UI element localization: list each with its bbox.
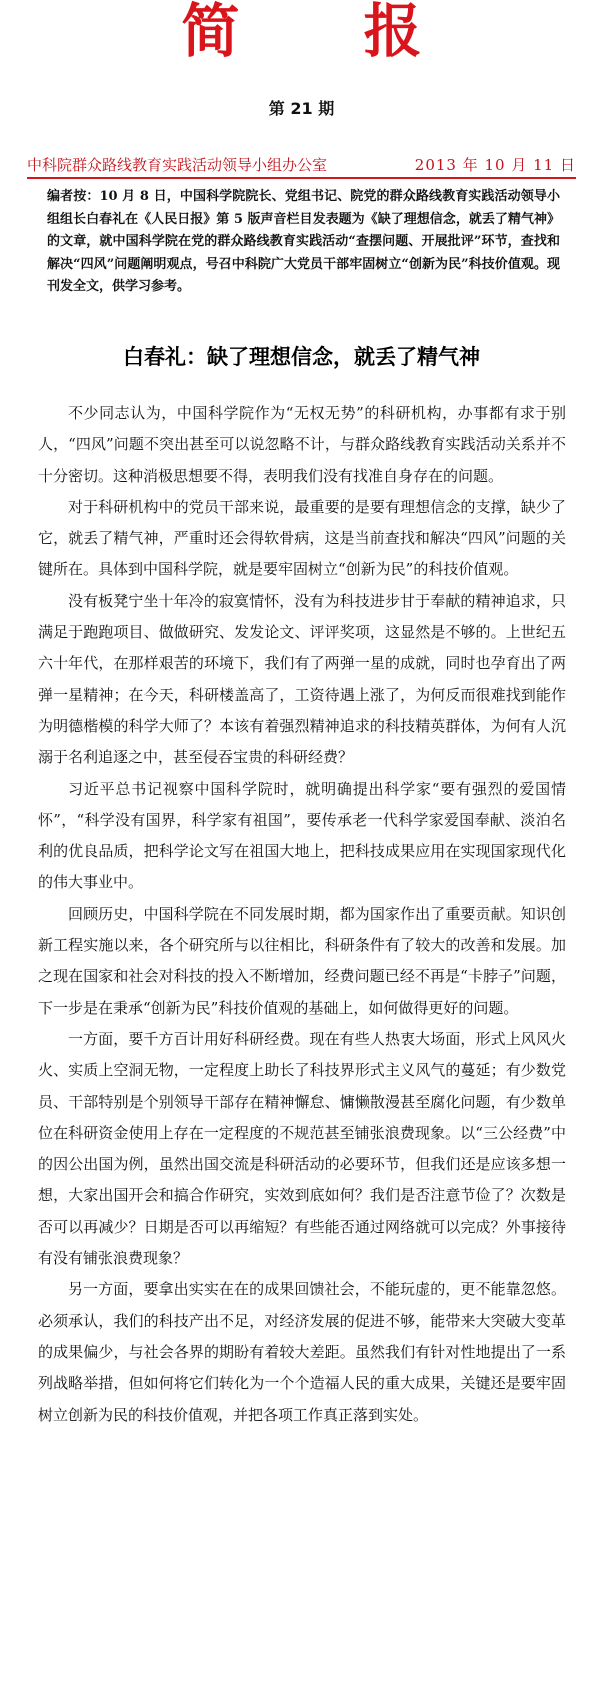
article-paragraph: 回顾历史，中国科学院在不同发展时期，都为国家作出了重要贡献。知识创新工程实施以来，各个研究所与以往相比，科研条件有了较大的改善和发展。加之现在国家和社会对科技的投入不断增加，经费问题已经不再是“卡脖子”问题，下一步是在秉承“创新为民”科技价值观的基础上，如何做得更好的问题。 [38, 904, 566, 1017]
article-paragraph: 另一方面，要拿出实实在在的成果回馈社会，不能玩虚的，更不能靠忽悠。必须承认，我们的科技产出不足，对经济发展的促进不够，能带来大突破大变革的成果偏少，与社会各界的期盼有着较大差距。虽然我们有针对性地提出了一系列战略举措，但如何将它们转化为一个个造福人民的重大成果，关键还是要牢固树立创新为民的科技价值观，并把各项工作真正落到实处。 [38, 1280, 566, 1424]
issue-number: 第 21 期 [268, 99, 335, 118]
article-paragraph: 不少同志认为，中国科学院作为“无权无势”的科研机构，办事都有求于别人，“四风”问题不突出甚至可以说忽略不计，与群众路线教育实践活动关系并不十分密切。这种消极思想要不得，表明我们没有找准自身存在的问题。 [38, 404, 566, 485]
article-paragraph: 一方面，要千方百计用好科研经费。现在有些人热衷大场面，形式上风风火火、实质上空洞无物，一定程度上助长了科技界形式主义风气的蔓延；有少数党员、干部特别是个别领导干部存在精神懈怠、慵懒散漫甚至腐化问题，有少数单位在科研资金使用上存在一定程度的不规范甚至铺张浪费现象。以“三公经费”中的因公出国为例，虽然出国交流是科研活动的必要环节，但我们还是应该多想一想，大家出国开会和搞合作研究，实效到底如何？我们是否注意节俭了？次数是否可以再减少？日期是否可以再缩短？有些能否通过网络就可以完成？外事接待有没有铺张浪费现象？ [38, 1029, 566, 1268]
article-body [38, 398, 566, 1431]
publication-date: 2013 年 10 月 11 日 [414, 156, 576, 174]
article-paragraph: 对于科研机构中的党员干部来说，最重要的是要有理想信念的支撑，缺少了它，就丢了精气神，严重时还会得软骨病，这是当前查找和解决“四风”问题的关键所在。具体到中国科学院，就是要牢固树立“创新为民”的科技价值观。 [38, 497, 566, 579]
publication-line [27, 155, 576, 175]
publisher-organization: 中科院群众路线教育实践活动领导小组办公室 [27, 156, 328, 174]
editor-note [47, 186, 560, 299]
editor-note-text: 10 月 8 日，中国科学院院长、党组书记、院党的群众路线教育实践活动领导小组组长白春礼在《人民日报》第 5 版声音栏目发表题为《缺了理想信念，就丢了精气神》的文章，就中国科学院在党的群众路线教育实践活动“查摆问题、开展批评”环节，查找和解决“四风”问题阐明观点，号召中科院广大党员干部牢固树立“创新为民”科技价值观。现刊发全文，供学习参考。 [47, 189, 560, 294]
article-title: 白春礼：缺了理想信念，就丢了精气神 [123, 345, 480, 369]
article-paragraph: 没有板凳宁坐十年冷的寂寞情怀，没有为科技进步甘于奉献的精神追求，只满足于跑跑项目、做做研究、发发论文、评评奖项，这显然是不够的。上世纪五六十年代，在那样艰苦的环境下，我们有了两弹一星的成就，同时也孕育出了两弹一星精神；在今天，科研楼盖高了，工资待遇上涨了，为何反而很难找到能作为明德楷模的科学大师了？本该有着强烈精神追求的科技精英群体，为何有人沉溺于名利追逐之中，甚至侵吞宝贵的科研经费？ [38, 591, 566, 767]
article-paragraph: 习近平总书记视察中国科学院时，就明确提出科学家“要有强烈的爱国情怀”，“科学没有国界，科学家有祖国”，要传承老一代科学家爱国奉献、淡泊名利的优良品质，把科学论文写在祖国大地上，把科技成果应用在实现国家现代化的伟大事业中。 [38, 779, 566, 892]
editor-note-lead: 编者按： [47, 189, 100, 204]
masthead-title: 简 报 [181, 0, 474, 65]
red-divider [27, 177, 576, 179]
